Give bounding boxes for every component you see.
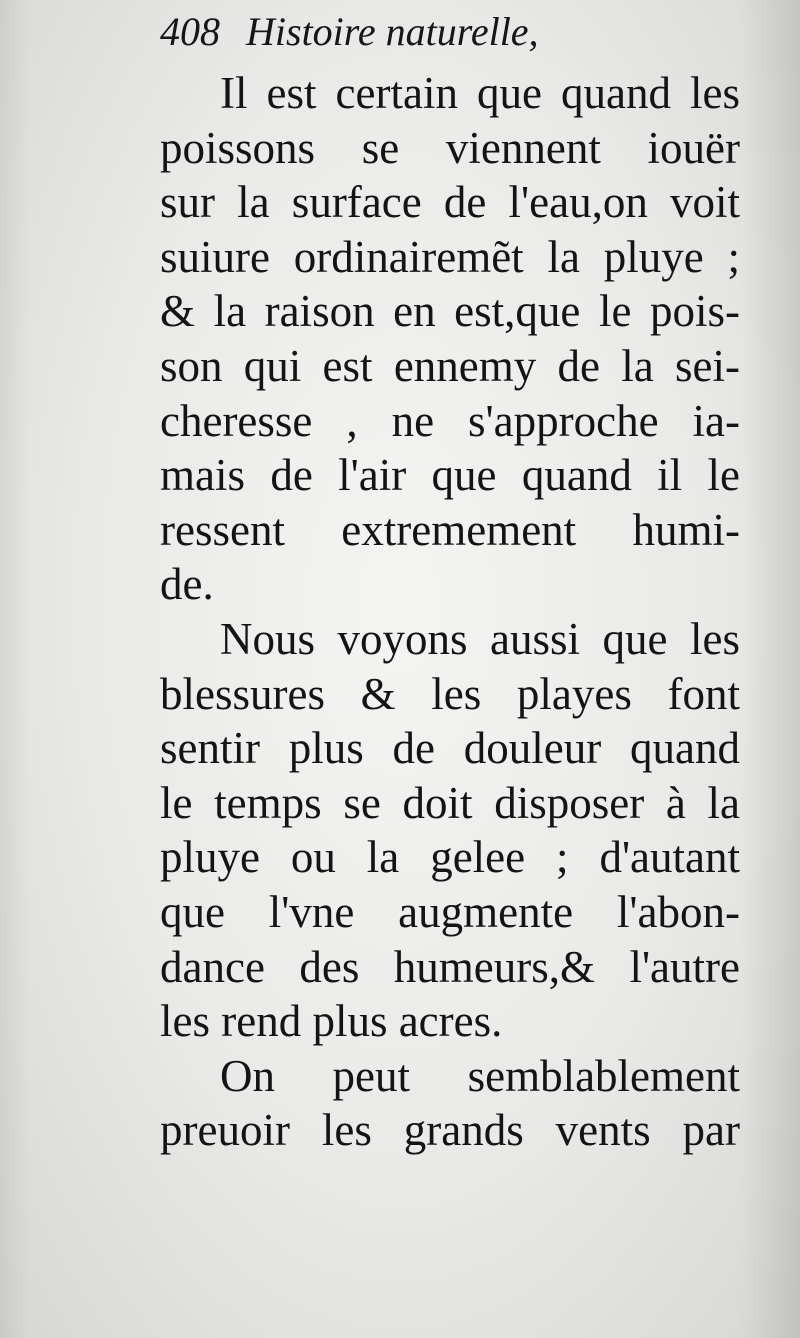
text-line: que l'vne augmente l'abon- bbox=[160, 886, 740, 937]
text-line: Nous voyons aussi que les bbox=[220, 613, 740, 664]
text-line: preuoir les grands vents par bbox=[160, 1105, 740, 1156]
left-edge-shadow bbox=[0, 0, 30, 1338]
text-line: ressent extremement humi- bbox=[160, 504, 740, 555]
paragraph-2 bbox=[160, 612, 740, 1049]
text-line: poissons se viennent iouër bbox=[160, 122, 740, 173]
running-title: Histoire naturelle, bbox=[246, 9, 539, 54]
paragraph-1 bbox=[160, 66, 740, 612]
text-line: sur la surface de l'eau,on voit bbox=[160, 177, 740, 228]
text-line: son qui est ennemy de la sei- bbox=[160, 340, 740, 391]
text-line: mais de l'air que quand il le bbox=[160, 450, 740, 501]
text-line: dance des humeurs,& l'autre bbox=[160, 941, 740, 992]
text-line: cheresse , ne s'approche ia- bbox=[160, 395, 740, 446]
text-line: les rend plus acres. bbox=[160, 996, 503, 1047]
right-edge-shadow bbox=[740, 0, 800, 1338]
text-line: de. bbox=[160, 559, 214, 610]
text-line: le temps se doit disposer à la bbox=[160, 777, 740, 828]
paragraph-3 bbox=[160, 1049, 740, 1158]
text-line: Il est certain que quand les bbox=[220, 68, 740, 118]
text-line: sentir plus de douleur quand bbox=[160, 723, 740, 774]
text-line: On peut semblablement bbox=[220, 1050, 740, 1101]
running-head bbox=[160, 8, 760, 68]
text-line: & la raison en est,que le pois- bbox=[160, 286, 740, 337]
text-line: blessures & les playes font bbox=[160, 668, 740, 719]
text-line: suiure ordinairemẽt la pluye ; bbox=[160, 231, 740, 282]
body-text bbox=[160, 66, 740, 1158]
page-number: 408 bbox=[160, 9, 220, 54]
text-line: pluye ou la gelee ; d'autant bbox=[160, 832, 740, 883]
